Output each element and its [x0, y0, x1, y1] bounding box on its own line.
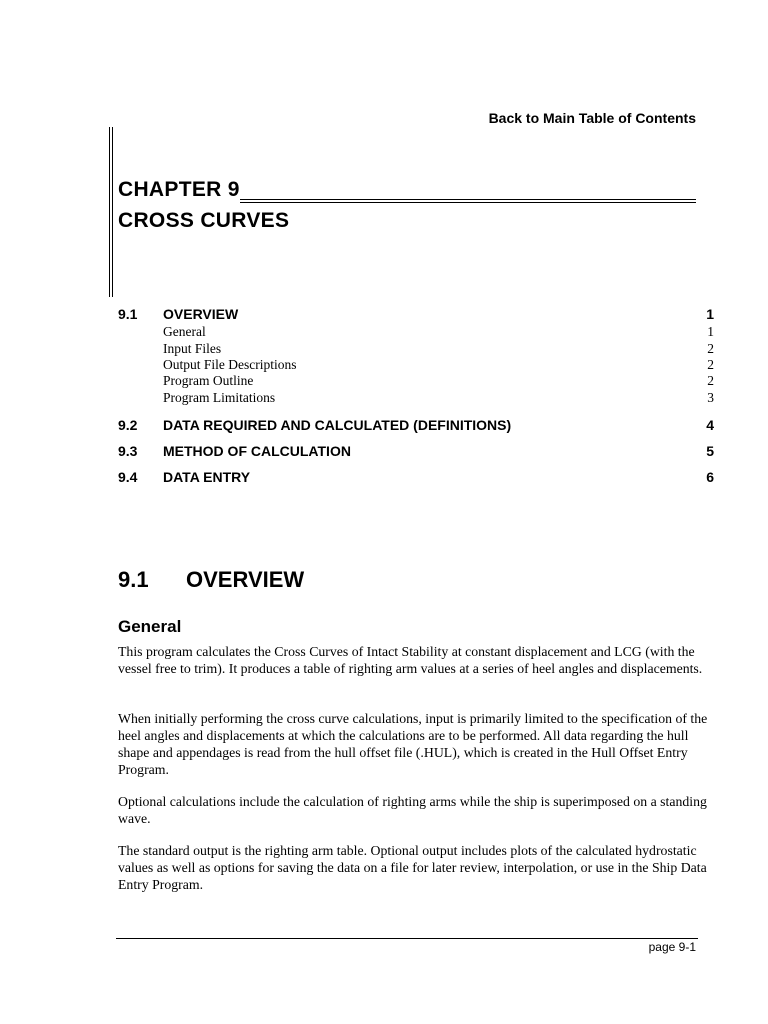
toc-entry-number: 9.4: [118, 469, 138, 485]
toc-subentry-program-limitations[interactable]: [163, 390, 714, 406]
chapter-title: CROSS CURVES: [118, 209, 290, 232]
toc-subentry-page: 2: [707, 373, 714, 388]
chapter-double-rule: [240, 199, 696, 203]
back-to-contents-link[interactable]: Back to Main Table of Contents: [488, 110, 696, 126]
toc-entry-title: METHOD OF CALCULATION: [163, 443, 351, 459]
chapter-margin-bar: [109, 127, 113, 297]
toc-entry-number: 9.3: [118, 443, 138, 459]
section-title: OVERVIEW: [186, 567, 305, 592]
body-paragraph-1: This program calculates the Cross Curves of Intact Stability at constant displacement and LCG (with the vessel free to trim). It produces a table of righting arm values at a series of heel angles and displacements.: [118, 644, 703, 676]
toc-subentry-general[interactable]: [163, 324, 714, 340]
toc-entry-title: DATA ENTRY: [163, 469, 251, 485]
toc-subentry-page: 3: [707, 390, 714, 405]
toc-entry-title: OVERVIEW: [163, 306, 239, 322]
toc-entry-page: 4: [706, 417, 714, 433]
subsection-heading: General: [118, 617, 182, 636]
chapter-label: CHAPTER 9: [118, 178, 240, 201]
toc-entry-number: 9.1: [118, 306, 138, 322]
toc-subentry-title: Program Outline: [163, 373, 254, 388]
toc-subentry-page: 2: [707, 341, 714, 356]
toc-subentry-program-outline[interactable]: [163, 373, 714, 389]
toc-entry-page: 6: [706, 469, 714, 485]
toc-entry-page: 5: [706, 443, 714, 459]
toc-subentry-input-files[interactable]: [163, 341, 714, 357]
toc-subentry-title: Output File Descriptions: [163, 357, 297, 372]
body-paragraph-4: The standard output is the righting arm table. Optional output includes plots of the calculated hydrostatic values as well as options for saving the data on a file for later review, interpolation, or use in the Ship Data Entry Program.: [118, 843, 707, 892]
toc-subentry-title: Program Limitations: [163, 390, 276, 405]
toc-subentry-title: General: [163, 324, 206, 339]
footer-rule: [116, 938, 698, 939]
toc-subentry-output-file-descriptions[interactable]: [163, 357, 714, 373]
section-number: 9.1: [118, 567, 149, 592]
body-paragraph-3: Optional calculations include the calculation of righting arms while the ship is superimposed on a standing wave.: [118, 794, 707, 826]
toc-subentry-title: Input Files: [163, 341, 222, 356]
toc-entry-page: 1: [706, 306, 714, 322]
body-paragraph-2: When initially performing the cross curve calculations, input is primarily limited to the specification of the heel angles and displacements at which the calculations are to be performed. All data regarding the hull shape and appendages is read from the hull offset file (.HUL), which is created in the Hull Offset Entry Program.: [118, 711, 708, 777]
toc-entry-number: 9.2: [118, 417, 138, 433]
toc-entry-title: DATA REQUIRED AND CALCULATED (DEFINITIONS): [163, 417, 512, 433]
toc-subentry-page: 2: [707, 357, 714, 372]
toc-entry-9-3[interactable]: [118, 443, 714, 463]
toc-entry-9-2[interactable]: [118, 417, 714, 437]
page-number: page 9-1: [648, 940, 696, 954]
toc-subentry-page: 1: [707, 324, 714, 339]
toc-entry-9-4[interactable]: [118, 469, 714, 489]
toc-entry-9-1[interactable]: [118, 306, 714, 326]
